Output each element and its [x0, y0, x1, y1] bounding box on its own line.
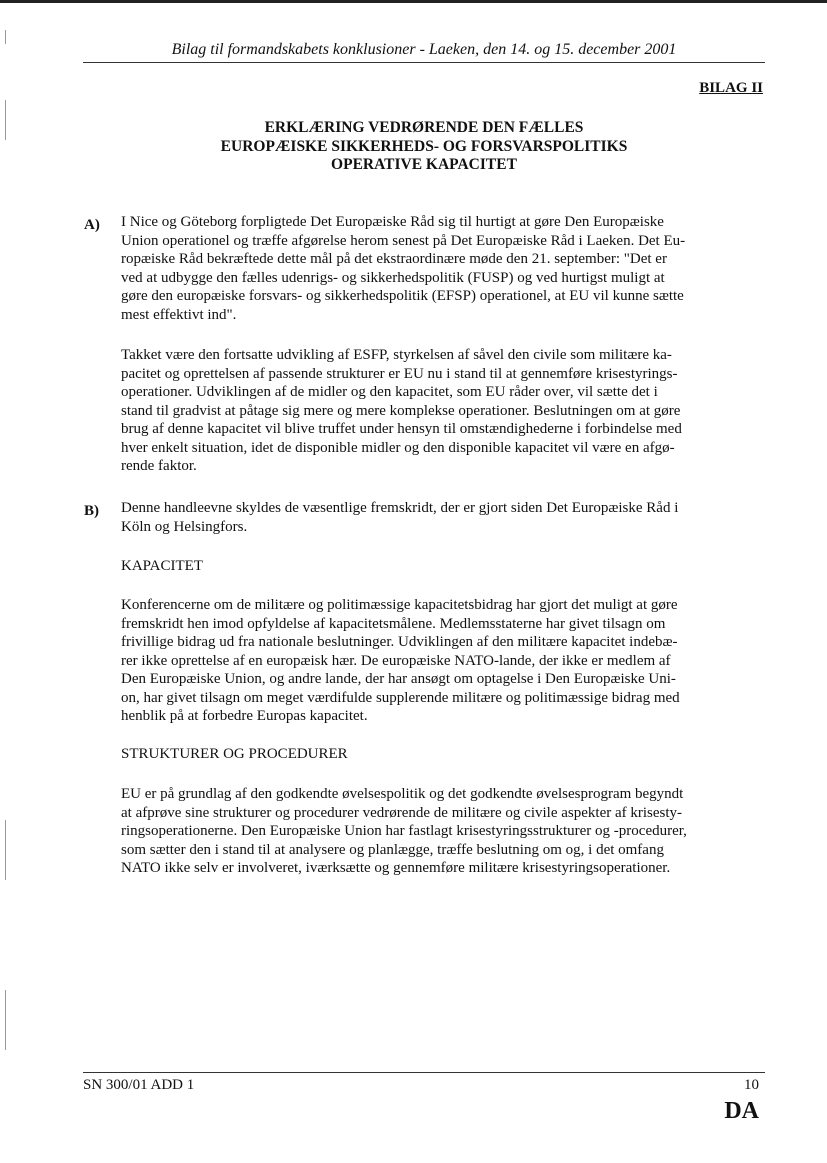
title-line: OPERATIVE KAPACITET [331, 156, 517, 173]
text-line: Den Europæiske Union, og andre lande, der har ansøgt om optagelse i Den Europæiske Uni- [121, 671, 676, 687]
text-line: mest effektivt ind". [121, 306, 237, 323]
page-number: 10 [744, 1077, 759, 1093]
text-line: Denne handleevne skyldes de væsentlige fremskridt, der er gjort siden Det Europæiske Råd i [121, 500, 679, 516]
heading-structures: STRUKTURER OG PROCEDURER [121, 746, 348, 762]
text-line: operationer. Udviklingen af de midler og den kapacitet, som EU råder over, vil sætte det i [121, 384, 658, 400]
text-line: Union operationel og træffe afgørelse herom senest på Det Europæiske Råd i Laeken. Det Eu- [121, 232, 686, 249]
footer-rule [83, 1072, 765, 1073]
running-header: Bilag til formandskabets konklusioner - Laeken, den 14. og 15. december 2001 [171, 41, 677, 58]
heading-capacity: KAPACITET [121, 558, 203, 574]
text-line: rende faktor. [121, 458, 197, 474]
text-line: I Nice og Göteborg forpligtede Det Europæiske Råd sig til hurtigt at gøre Den Europæiske [121, 214, 664, 230]
text-line: ringsoperationerne. Den Europæiske Union har fastlagt krisestyringsstrukturer og -procedurer, [121, 823, 687, 839]
text-line: Konferencerne om de militære og politimæssige kapacitetsbidrag har gjort det muligt at gøre [121, 597, 678, 613]
text-line: fremskridt hen imod opfyldelse af kapacitetsmålene. Medlemsstaterne har givet tilsagn om [121, 615, 666, 632]
text-line: brug af denne kapacitet vil blive truffet under hensyn til omstændighederne i forbindelse med [121, 421, 682, 437]
section-a-label: A) [84, 217, 100, 233]
text-line: ved at udbygge den fælles udenrigs- og sikkerhedspolitik (FUSP) og ved hurtigst muligt at [121, 269, 665, 286]
text-line: gøre den europæiske forsvars- og sikkerhedspolitik (EFSP) operationel, at EU vil kunne sætte [121, 288, 684, 304]
header-rule [83, 62, 765, 63]
scan-mark [5, 990, 6, 1050]
text-line: Köln og Helsingfors. [121, 518, 248, 535]
capacity-paragraph [121, 596, 763, 726]
text-line: henblik på at forbedre Europas kapacitet. [121, 708, 368, 724]
title-line: ERKLÆRING VEDRØRENDE DEN FÆLLES [264, 119, 584, 136]
top-border-line [0, 0, 827, 3]
document-reference: SN 300/01 ADD 1 [83, 1077, 195, 1093]
text-line: on, har givet tilsagn om meget værdifulde supplerende militære og politimæssige bidrag med [121, 689, 680, 706]
text-line: pacitet og oprettelsen af passende strukturer er EU nu i stand til at gennemføre krisestyrings- [121, 365, 678, 382]
text-line: frivillige bidrag ud fra nationale beslutninger. Udviklingen af den militære kapacitet indebæ- [121, 634, 678, 650]
text-line: EU er på grundlag af den godkendte øvelsespolitik og det godkendte øvelsesprogram begyndt [121, 786, 684, 802]
language-code: DA [724, 1098, 759, 1124]
text-line: stand til gradvist at påtage sig mere og mere komplekse operationer. Beslutningen om at gøre [121, 402, 681, 419]
section-a-paragraph-2 [121, 346, 763, 476]
title-line: EUROPÆISKE SIKKERHEDS- OG FORSVARSPOLITIKS [220, 137, 628, 155]
section-a-paragraph-1 [121, 213, 763, 324]
scan-mark [5, 100, 6, 140]
section-b-label: B) [84, 503, 99, 519]
scan-mark [5, 820, 6, 880]
scan-mark [5, 30, 6, 44]
text-line: ropæiske Råd bekræftede dette mål på det ekstraordinære møde den 21. september: "Det er [121, 251, 667, 267]
text-line: rer ikke oprettelse af en europæisk hær. De europæiske NATO-lande, der ikke er medlem af [121, 652, 671, 669]
annex-label: BILAG II [699, 80, 763, 96]
text-line: som sætter den i stand til at analysere og planlægge, træffe beslutning om og, i det omfang [121, 841, 664, 858]
text-line: NATO ikke selv er involveret, iværksætte og gennemføre militære krisestyringsoperationer. [121, 860, 671, 876]
document-title [83, 119, 765, 175]
text-line: at afprøve sine strukturer og procedurer vedrørende de militære og civile aspekter af krisesty- [121, 804, 683, 821]
text-line: Takket være den fortsatte udvikling af ESFP, styrkelsen af såvel den civile som militære ka- [121, 347, 672, 363]
text-line: hver enkelt situation, idet de disponible midler og den disponible kapacitet vil være en afgø- [121, 439, 675, 456]
section-b-intro [121, 499, 763, 536]
structures-paragraph [121, 785, 763, 878]
